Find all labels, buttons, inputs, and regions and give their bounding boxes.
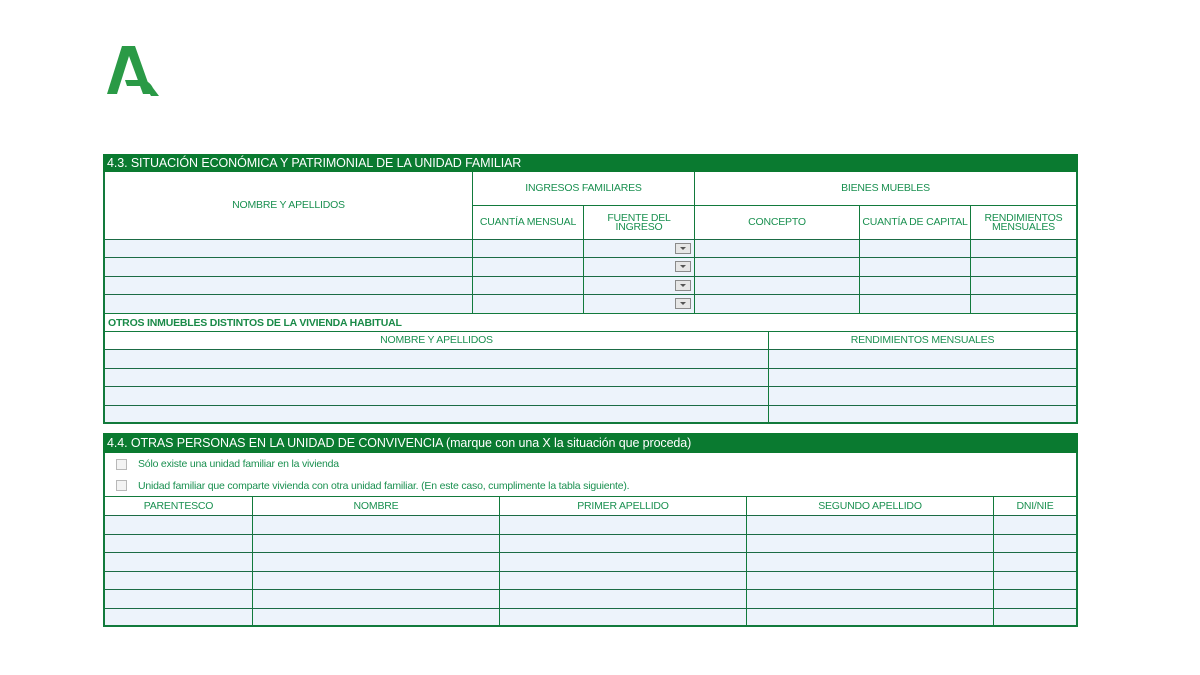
row2-fuente-ingreso-select[interactable] (583, 257, 694, 276)
convivencia-row5-nombre-input[interactable] (252, 589, 499, 608)
convivencia-row2-primer-apellido-input[interactable] (499, 534, 746, 552)
row2-cuantia-mensual-input[interactable] (472, 257, 583, 276)
row2-concepto-input[interactable] (694, 257, 859, 276)
row1-cuantia-mensual-input[interactable] (472, 239, 583, 257)
convivencia-row5-parentesco-input[interactable] (105, 589, 252, 608)
header-concepto: CONCEPTO (694, 205, 859, 239)
header-cuantia-mensual: CUANTÍA MENSUAL (472, 205, 583, 239)
header-fuente-ingreso-line1: FUENTE DEL (607, 211, 671, 224)
header-otros-nombre: NOMBRE Y APELLIDOS (105, 331, 768, 349)
row3-nombre-input[interactable] (105, 276, 472, 294)
dropdown-arrow-icon[interactable] (675, 261, 691, 272)
dropdown-arrow-icon[interactable] (675, 243, 691, 254)
convivencia-row1-primer-apellido-input[interactable] (499, 515, 746, 534)
row3-rendimientos-input[interactable] (970, 276, 1076, 294)
convivencia-row4-primer-apellido-input[interactable] (499, 571, 746, 589)
convivencia-row4-parentesco-input[interactable] (105, 571, 252, 589)
row4-fuente-ingreso-select[interactable] (583, 294, 694, 313)
convivencia-row2-parentesco-input[interactable] (105, 534, 252, 552)
row1-cuantia-capital-input[interactable] (859, 239, 970, 257)
row4-cuantia-capital-input[interactable] (859, 294, 970, 313)
convivencia-row5-segundo-apellido-input[interactable] (746, 589, 993, 608)
header-dni-nie: DNI/NIE (993, 496, 1076, 515)
row1-rendimientos-input[interactable] (970, 239, 1076, 257)
convivencia-row3-primer-apellido-input[interactable] (499, 552, 746, 571)
otros-row3-rendimientos-input[interactable] (768, 386, 1076, 405)
header-segundo-apellido: SEGUNDO APELLIDO (746, 496, 993, 515)
otros-row1-nombre-input[interactable] (105, 349, 768, 368)
convivencia-row6-primer-apellido-input[interactable] (499, 608, 746, 625)
row3-concepto-input[interactable] (694, 276, 859, 294)
section-4-3-title: 4.3. SITUACIÓN ECONÓMICA Y PATRIMONIAL DE LA UNIDAD FAMILIAR (103, 154, 1078, 172)
convivencia-row6-segundo-apellido-input[interactable] (746, 608, 993, 625)
row1-nombre-input[interactable] (105, 239, 472, 257)
otros-row4-nombre-input[interactable] (105, 405, 768, 422)
otros-row2-nombre-input[interactable] (105, 368, 768, 386)
convivencia-row2-segundo-apellido-input[interactable] (746, 534, 993, 552)
junta-andalucia-logo-icon (105, 44, 163, 98)
convivencia-row3-dni-nie-input[interactable] (993, 552, 1076, 571)
otros-row4-rendimientos-input[interactable] (768, 405, 1076, 422)
row4-rendimientos-input[interactable] (970, 294, 1076, 313)
convivencia-row5-primer-apellido-input[interactable] (499, 589, 746, 608)
row4-concepto-input[interactable] (694, 294, 859, 313)
header-rendimientos-mensuales (970, 205, 1076, 239)
header-rendimientos-line1: RENDIMIENTOS (984, 211, 1063, 224)
header-nombre: NOMBRE (252, 496, 499, 515)
otros-inmuebles-title: OTROS INMUEBLES DISTINTOS DE LA VIVIENDA HABITUAL (105, 313, 1076, 331)
otros-row2-rendimientos-input[interactable] (768, 368, 1076, 386)
convivencia-row4-dni-nie-input[interactable] (993, 571, 1076, 589)
convivencia-row4-segundo-apellido-input[interactable] (746, 571, 993, 589)
convivencia-row6-nombre-input[interactable] (252, 608, 499, 625)
row3-fuente-ingreso-select[interactable] (583, 276, 694, 294)
row4-cuantia-mensual-input[interactable] (472, 294, 583, 313)
section-4-4-title: 4.4. OTRAS PERSONAS EN LA UNIDAD DE CONVIVENCIA (marque con una X la situación que proceda) (103, 433, 1078, 453)
convivencia-row5-dni-nie-input[interactable] (993, 589, 1076, 608)
single-family-checkbox[interactable] (116, 459, 127, 470)
header-cuantia-capital: CUANTÍA DE CAPITAL (859, 205, 970, 239)
dropdown-arrow-icon[interactable] (675, 298, 691, 309)
row3-cuantia-mensual-input[interactable] (472, 276, 583, 294)
row1-fuente-ingreso-select[interactable] (583, 239, 694, 257)
header-parentesco: PARENTESCO (105, 496, 252, 515)
row3-cuantia-capital-input[interactable] (859, 276, 970, 294)
convivencia-row1-nombre-input[interactable] (252, 515, 499, 534)
convivencia-row1-parentesco-input[interactable] (105, 515, 252, 534)
header-nombre-apellidos: NOMBRE Y APELLIDOS (105, 172, 472, 239)
header-ingresos-familiares: INGRESOS FAMILIARES (472, 172, 694, 205)
convivencia-row4-nombre-input[interactable] (252, 571, 499, 589)
convivencia-row1-segundo-apellido-input[interactable] (746, 515, 993, 534)
option-single-family[interactable] (105, 453, 1076, 475)
row2-rendimientos-input[interactable] (970, 257, 1076, 276)
dropdown-arrow-icon[interactable] (675, 280, 691, 291)
shared-dwelling-checkbox[interactable] (116, 480, 127, 491)
convivencia-row6-dni-nie-input[interactable] (993, 608, 1076, 625)
row4-nombre-input[interactable] (105, 294, 472, 313)
convivencia-row2-dni-nie-input[interactable] (993, 534, 1076, 552)
otros-row1-rendimientos-input[interactable] (768, 349, 1076, 368)
header-bienes-muebles: BIENES MUEBLES (694, 172, 1076, 205)
row2-nombre-input[interactable] (105, 257, 472, 276)
convivencia-row3-parentesco-input[interactable] (105, 552, 252, 571)
single-family-label: Sólo existe una unidad familiar en la vivienda (138, 458, 339, 470)
convivencia-row3-nombre-input[interactable] (252, 552, 499, 571)
shared-dwelling-label: Unidad familiar que comparte vivienda con otra unidad familiar. (En este caso, cumplimente la tabla siguiente). (138, 479, 630, 492)
header-primer-apellido: PRIMER APELLIDO (499, 496, 746, 515)
convivencia-row6-parentesco-input[interactable] (105, 608, 252, 625)
convivencia-row2-nombre-input[interactable] (252, 534, 499, 552)
row1-concepto-input[interactable] (694, 239, 859, 257)
convivencia-row1-dni-nie-input[interactable] (993, 515, 1076, 534)
header-otros-rendimientos: RENDIMIENTOS MENSUALES (768, 331, 1076, 349)
option-shared-dwelling[interactable] (105, 475, 1076, 496)
header-rendimientos-line2: MENSUALES (992, 220, 1055, 233)
otros-row3-nombre-input[interactable] (105, 386, 768, 405)
convivencia-row3-segundo-apellido-input[interactable] (746, 552, 993, 571)
header-fuente-ingreso (583, 205, 694, 239)
header-fuente-ingreso-line2: INGRESO (615, 220, 663, 233)
row2-cuantia-capital-input[interactable] (859, 257, 970, 276)
